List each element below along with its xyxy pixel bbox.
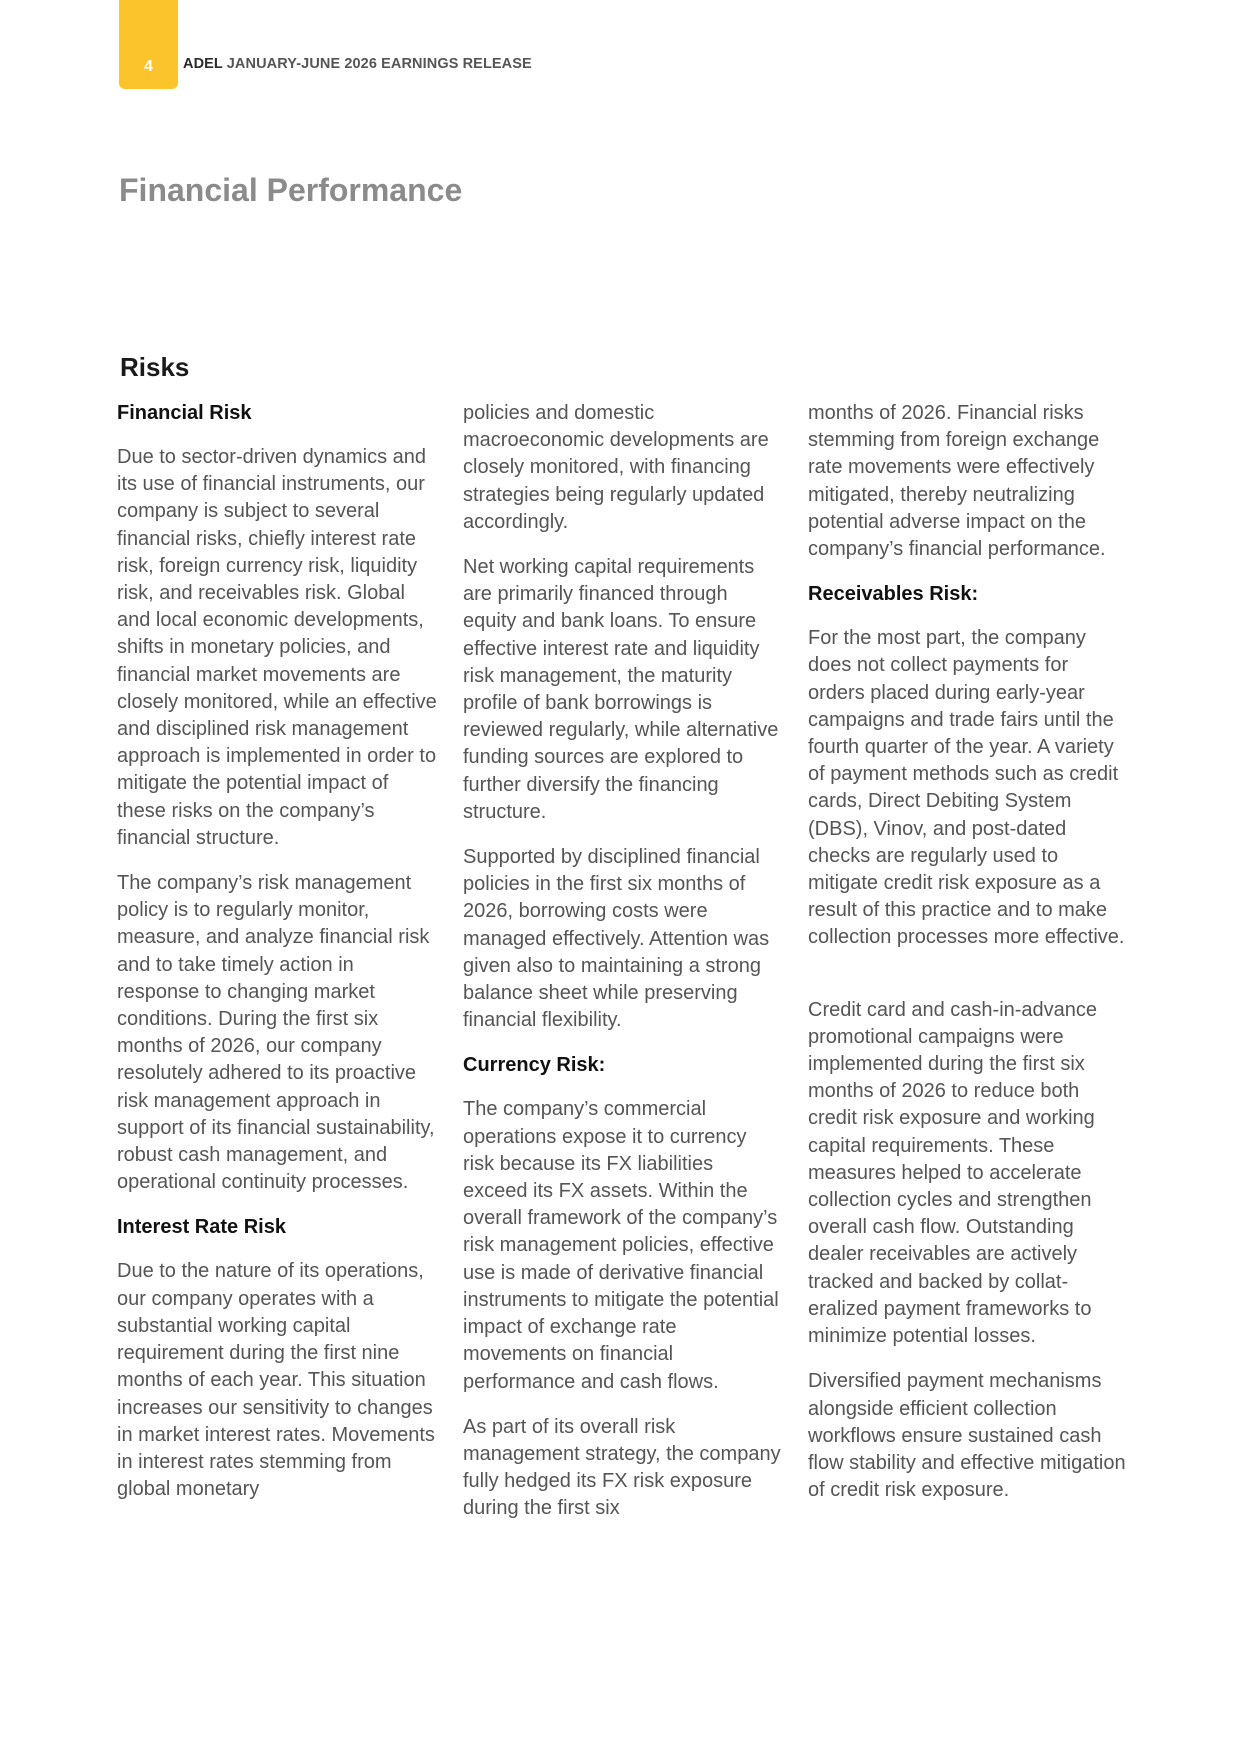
receivables-risk-paragraph-1: For the most part, the company does not collect payments for orders placed during early-year campaigns and trade fairs until the fourth quarter of the year. A variety of payment methods such as credit cards, Direct Debiting System (DBS), Vinov, and post-dated checks are regularly used to mitigate credit risk exposure as a result of this practice and to make collection processes more effective. — [808, 627, 1125, 949]
interest-rate-risk-paragraph-1-cont: policies and domestic macroeconomic developments are closely monitored, with financing strategies being regularly updated accordingly. — [463, 402, 769, 533]
risks-title: Risks — [120, 352, 190, 382]
page-number: 4 — [144, 58, 153, 75]
column-3 — [808, 400, 1130, 1522]
running-header — [183, 56, 532, 72]
interest-rate-risk-paragraph-3: Supported by disciplined financial policies in the first six months of 2026, borrowing costs were managed effectively. Attention was given also to maintaining a strong balance sheet while preserving financial flexibility. — [463, 846, 770, 1032]
receivables-risk-paragraph-2: Credit card and cash-in-advance promotional campaigns were implemented during the first six months of 2026 to reduce both credit risk exposure and working capital requirements. These measures helped to accelerate collection cycles and strengthen overall cash flow. Outstanding dealer receivables are actively tracked and backed by collat-eralized payment frameworks to minimize potential losses. — [808, 998, 1098, 1348]
financial-risk-paragraph-1: Due to sector-driven dynamics and its use of financial instruments, our company is subject to several financial risks, chiefly interest rate risk, foreign currency risk, liquidity risk, and receivables risk. Global and local economic developments, shifts in monetary policies, and financial market movements are closely monitored, while an effective and disciplined risk management approach is implemented in order to mitigate the potential impact of these risks on the company’s financial structure. — [117, 446, 437, 849]
currency-risk-heading: Currency Risk: — [463, 1054, 606, 1077]
interest-rate-risk-paragraph-1: Due to the nature of its operations, our company operates with a substantial working capital requirement during the first nine months of each year. This situation increases our sensitivity to changes in market interest rates. Movements in interest rates stemming from global monetary — [117, 1260, 435, 1501]
report-title: JANUARY-JUNE 2026 EARNINGS RELEASE — [226, 56, 532, 72]
column-2 — [463, 400, 783, 1541]
receivables-risk-paragraph-3: Diversified payment mechanisms alongside efficient collection workflows ensure sustained cash flow stability and effective mitigation of credit risk exposure. — [808, 1370, 1126, 1502]
brand-name: ADEL — [183, 56, 223, 72]
currency-risk-paragraph-1: The company’s commercial operations expose it to currency risk because its FX liabilities exceed its FX assets. Within the overall framework of the company’s risk management policies, effective use is made of derivative financial instruments to mitigate the potential impact of exchange rate movements on financial performance and cash flows. — [463, 1098, 779, 1393]
interest-rate-risk-heading: Interest Rate Risk — [117, 1216, 286, 1239]
financial-risk-heading: Financial Risk — [117, 402, 252, 424]
interest-rate-risk-paragraph-2: Net working capital requirements are primarily financed through equity and bank loans. To ensure effective interest rate and liquidity risk management, the maturity profile of bank borrowings is reviewed regularly, while alternative funding sources are explored to further diversify the financing structure. — [463, 556, 779, 823]
receivables-risk-heading: Receivables Risk: — [808, 583, 979, 606]
section-title: Financial Performance — [119, 172, 463, 208]
currency-risk-paragraph-2-cont: months of 2026. Financial risks stemming from foreign exchange rate movements were effectively mitigated, thereby neutralizing potential adverse impact on the company’s financial performance. — [808, 402, 1106, 561]
column-1 — [117, 400, 437, 1521]
financial-risk-paragraph-2: The company’s risk management policy is to regularly monitor, measure, and analyze financial risk and to take timely action in response to changing market conditions. During the first six months of 2026, our company resolutely adhered to its proactive risk management approach in support of its financial sustainability, robust cash management, and operational continuity processes. — [117, 872, 435, 1194]
currency-risk-paragraph-2: As part of its overall risk management strategy, the company fully hedged its FX risk exposure during the first six — [463, 1415, 781, 1520]
